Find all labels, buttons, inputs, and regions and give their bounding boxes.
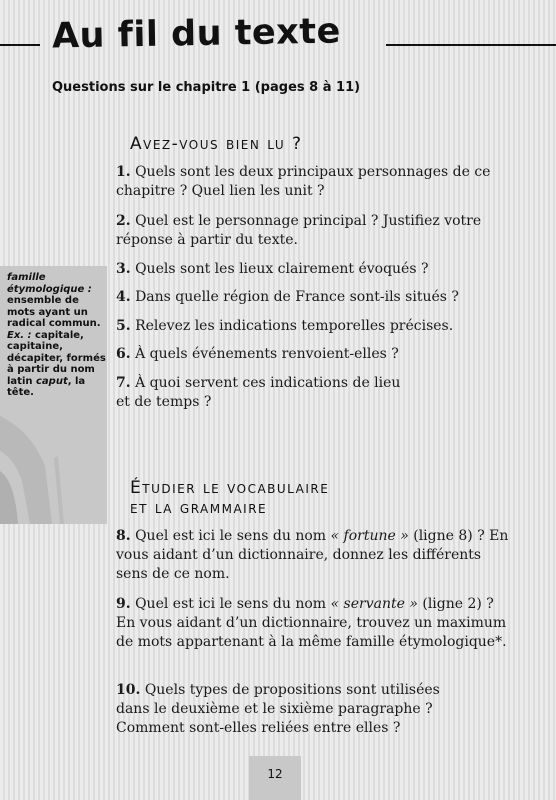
question-number: 5. [116, 318, 131, 334]
question-text: Quel est le personnage principal ? Justifiez votre réponse à partir du texte. [116, 213, 482, 248]
question-3 [116, 260, 536, 279]
question-5 [116, 317, 536, 336]
question-text-after: (ligne 8) ? En vous aidant d’un dictionnaire, donnez les différents sens de ce nom. [116, 528, 509, 582]
page-title: Au fil du texte [51, 11, 342, 57]
question-text: À quels événements renvoient-elles ? [135, 346, 399, 362]
definition-term: famille étymologique : [7, 272, 92, 295]
question-10 [116, 681, 476, 738]
definition-text: ensemble de mots ayant un radical commun. [7, 295, 101, 329]
question-number: 8. [116, 528, 131, 544]
question-number: 2. [116, 213, 131, 229]
question-number: 10. [116, 682, 141, 698]
question-text: Quels types de propositions sont utilisées dans le deuxième et le sixième paragraphe ? Comment sont-elles reliées entre elles ? [116, 682, 440, 736]
latin-word: caput [35, 375, 68, 387]
section-title-line-1: Étudier le vocabulaire [130, 478, 330, 498]
question-9 [116, 595, 516, 652]
question-number: 3. [116, 261, 131, 277]
question-2 [116, 212, 536, 250]
title-rule-left [0, 44, 40, 46]
question-emphasis: « servante » [330, 596, 418, 612]
chapter-subtitle: Questions sur le chapitre 1 (pages 8 à 11) [52, 80, 361, 95]
question-text-before: Quel est ici le sens du nom [135, 528, 331, 544]
section-title-reading: Avez-vous bien lu ? [130, 134, 303, 154]
question-4 [116, 288, 536, 307]
question-number: 9. [116, 596, 131, 612]
example-label: Ex. : [7, 329, 32, 341]
section-title-line-2: et la grammaire [130, 498, 268, 518]
question-emphasis: « fortune » [330, 528, 409, 544]
question-text: Dans quelle région de France sont-ils situés ? [135, 289, 459, 305]
question-number: 1. [116, 164, 131, 180]
question-7 [116, 374, 416, 412]
section-title-vocabulary [130, 478, 329, 518]
question-text: Quels sont les deux principaux personnages de ce chapitre ? Quel lien les unit ? [116, 164, 491, 199]
question-number: 7. [116, 375, 131, 391]
question-number: 6. [116, 346, 131, 362]
question-text: À quoi servent ces indications de lieu et de temps ? [116, 375, 401, 410]
title-rule-right [386, 44, 556, 46]
question-8 [116, 527, 511, 584]
question-1 [116, 163, 536, 201]
question-text: Quels sont les lieux clairement évoqués ? [135, 261, 429, 277]
example-ending: , la tête. [7, 375, 86, 398]
sidebar-definition [7, 272, 107, 399]
question-text-after: (ligne 2) ? En vous aidant d’un dictionnaire, trouvez un maximum de mots appartenant à la même famille étymologique*. [116, 596, 507, 650]
question-text: Relevez les indications temporelles précises. [135, 318, 454, 334]
question-6 [116, 345, 536, 364]
example-text: capitale, capitaine, décapiter, formés à partir du nom latin [7, 329, 106, 387]
question-number: 4. [116, 289, 131, 305]
question-text-before: Quel est ici le sens du nom [135, 596, 331, 612]
page-number: 12 [267, 767, 283, 781]
